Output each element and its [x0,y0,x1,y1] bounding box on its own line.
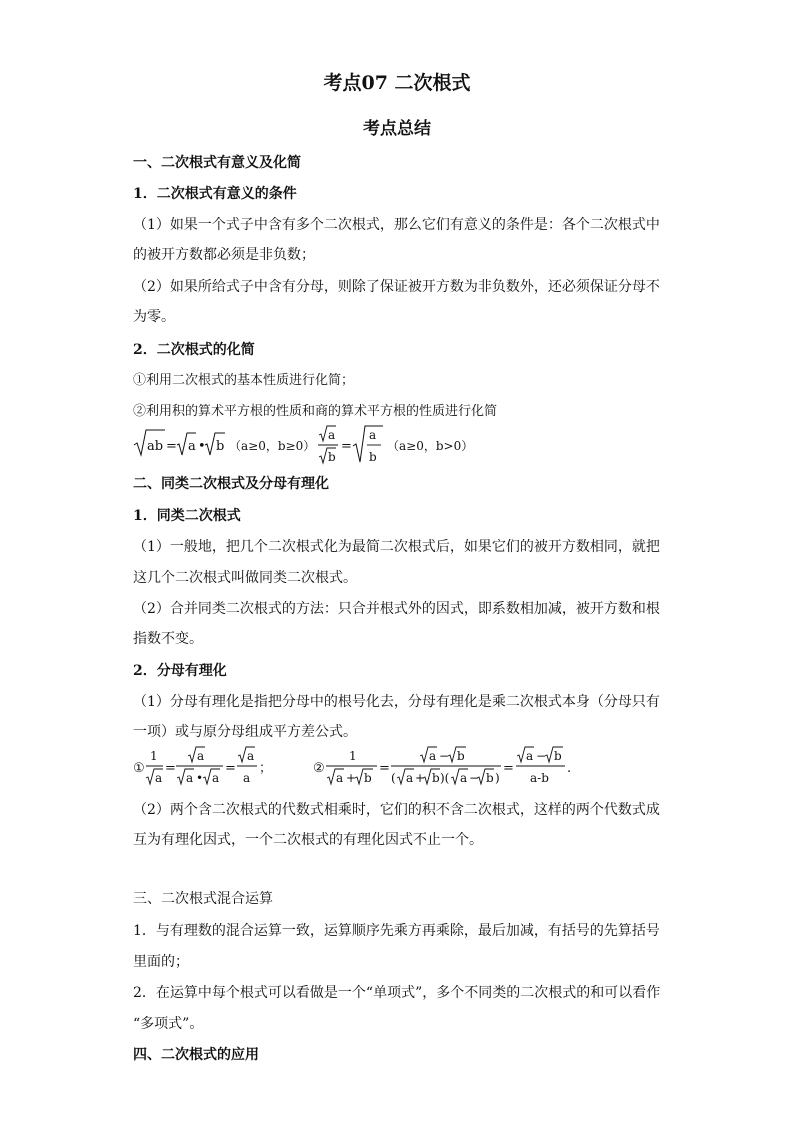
svg-text:=: = [503,761,514,776]
rationalization-formulas [133,745,633,789]
s1-paragraph-1-line-1: （1）如果一个式子中含有多个二次根式，那么它们有意义的条件是：各个二次根式中 [133,217,660,233]
s2-paragraph-1-line-2: 这几个二次根式叫做同类二次根式。 [133,570,357,586]
s1-method-2: ②利用积的算术平方根的性质和商的算术平方根的性质进行化简 [133,404,498,419]
svg-text:=: = [379,761,390,776]
s1-method-1: ①利用二次根式的基本性质进行化简； [133,373,355,388]
s2-paragraph-4-line-1: （2）两个含二次根式的代数式相乘时，它们的积不含二次根式，这样的两个代数式成 [133,802,660,818]
svg-text:a: a [526,749,534,763]
svg-text:ab: ab [147,439,164,454]
svg-text:②: ② [313,761,325,776]
svg-text:=: = [166,439,177,454]
section-1-sub-1: 1．二次根式有意义的条件 [133,186,297,202]
s1-paragraph-1-line-2: 的被开方数都必须是非负数； [133,247,315,263]
svg-text:a: a [155,771,163,785]
s3-item-2-line-2: “多项式”。 [133,1016,204,1032]
svg-text:)(: )( [440,771,450,785]
s2-paragraph-2-line-1: （2）合并同类二次根式的方法：只合并根式外的因式，即系数相加减，被开方数和根 [133,601,660,617]
svg-text:b: b [364,771,372,785]
s1-paragraph-2-line-1: （2）如果所给式子中含有分母，则除了保证被开方数为非负数外，还必须保证分母不 [133,279,660,295]
document-title: 考点07 二次根式 [323,72,471,94]
s1-paragraph-2-line-2: 为零。 [133,309,175,325]
svg-text:a: a [247,749,255,763]
svg-text:=: = [165,761,176,776]
s2-paragraph-3-line-2: 一项）或与原分母组成平方差公式。 [133,724,357,740]
s3-item-1-line-2: 里面的； [133,954,189,970]
svg-text:a: a [197,749,205,763]
svg-text:a-b: a-b [530,771,549,785]
svg-text:a: a [429,749,437,763]
svg-text:1: 1 [150,749,158,763]
svg-text:b: b [457,749,465,763]
svg-text:a: a [460,771,468,785]
svg-text:−: − [439,749,450,763]
svg-text:−: − [469,771,480,785]
svg-text:): ) [495,771,500,785]
s3-item-2-line-1: 2．在运算中每个根式可以看做是一个“单项式”，多个不同类的二次根式的和可以看作 [133,985,661,1001]
section-2-heading: 二、同类二次根式及分母有理化 [133,476,329,492]
svg-text:•: • [196,771,204,785]
svg-text:a: a [188,439,196,454]
svg-text:a: a [243,771,251,785]
svg-text:a: a [186,771,194,785]
section-4-heading: 四、二次根式的应用 [133,1047,259,1063]
svg-text:1: 1 [349,749,357,763]
s3-item-1-line-1: 1．与有理数的混合运算一致，运算顺序先乘方再乘除，最后加减，有括号的先算括号 [133,923,660,939]
s2-paragraph-4-line-2: 互为有理化因式，一个二次根式的有理化因式不止一个。 [133,832,483,848]
condition-1: （a≥0，b≥0） [229,439,316,453]
svg-text:a: a [406,771,414,785]
svg-text:=: = [225,761,236,776]
section-1-heading: 一、二次根式有意义及化简 [133,155,301,171]
svg-text:.: . [567,761,572,776]
svg-text:•: • [198,439,206,454]
svg-text:b: b [432,771,440,785]
svg-text:；: ； [259,761,273,776]
svg-text:b: b [554,749,562,763]
s2-paragraph-3-line-1: （1）分母有理化是指把分母中的根号化去，分母有理化是乘二次根式本身（分母只有 [133,694,660,710]
svg-text:+: + [346,771,357,785]
section-3-heading: 三、二次根式混合运算 [133,891,273,907]
svg-text:(: ( [391,771,396,785]
section-1-sub-2: 2．二次根式的化简 [133,342,255,358]
svg-text:b: b [216,439,225,454]
svg-text:b: b [328,450,336,464]
svg-text:a: a [212,771,220,785]
condition-2: （a≥0，b>0） [387,439,474,453]
section-2-sub-1: 1．同类二次根式 [133,508,241,524]
svg-text:a: a [328,428,336,442]
document-subtitle: 考点总结 [363,119,431,139]
s2-paragraph-1-line-1: （1）一般地，把几个二次根式化为最简二次根式后，如果它们的被开方数相同，就把 [133,539,660,555]
svg-text:a: a [336,771,344,785]
rationalization-formula-svg [133,745,633,789]
svg-text:−: − [536,749,547,763]
svg-text:b: b [486,771,494,785]
simplification-formula-svg [133,424,493,466]
simplification-formulas [133,424,493,466]
svg-text:+: + [415,771,426,785]
svg-text:①: ① [133,761,145,776]
svg-text:a: a [369,428,377,442]
svg-text:b: b [369,450,377,464]
section-2-sub-2: 2．分母有理化 [133,663,227,679]
s2-paragraph-2-line-2: 指数不变。 [133,631,203,647]
svg-text:=: = [341,439,352,454]
